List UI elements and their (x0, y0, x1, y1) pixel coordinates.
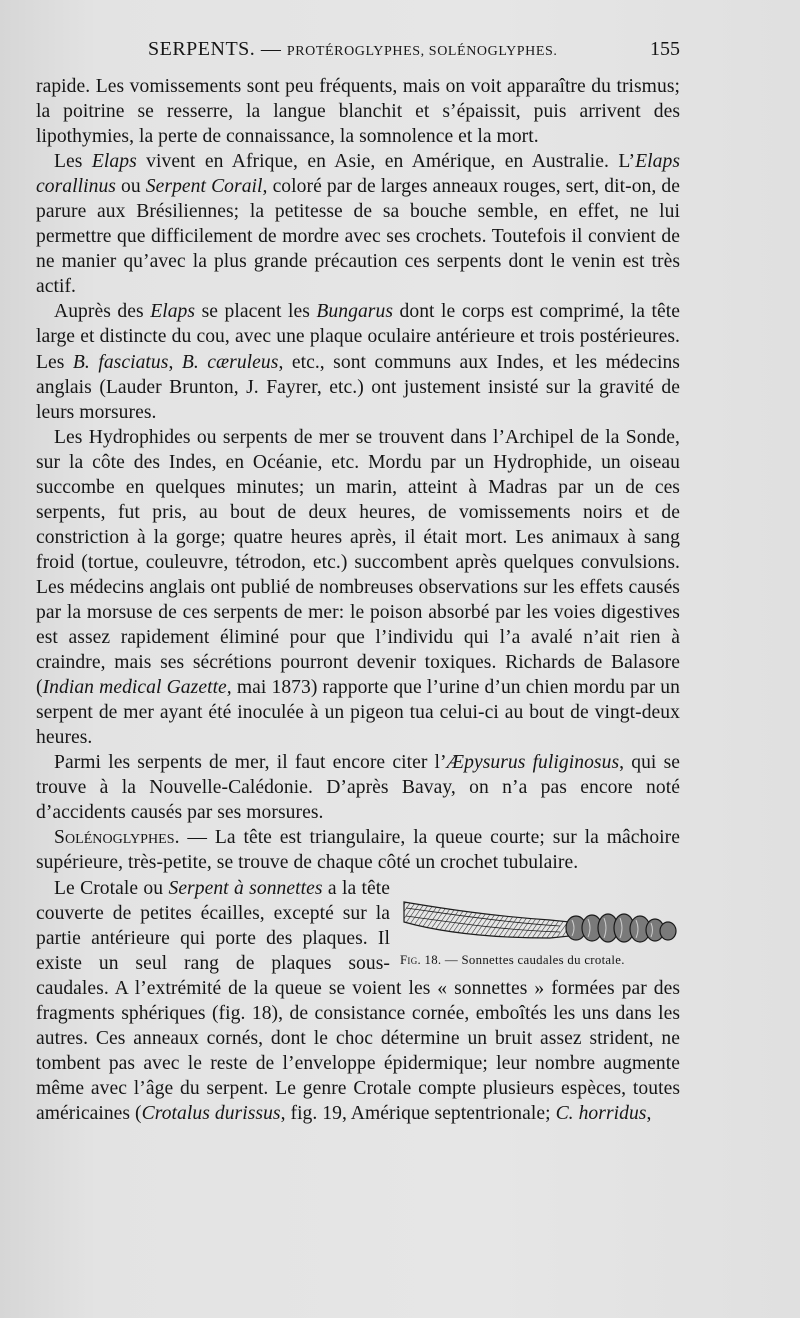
text-run: vivent en Afrique, en Asie, en Amérique, en Australie. L’ (136, 151, 636, 173)
text-run: Les Hydrophides ou serpents de mer se trouvent dans l’Archipel de la Sonde, sur la côte des Indes, en Océanie, etc. Mordu par un Hydrophide, un oiseau succombe en quelques minutes; un marin, atteint à Madras par un de ces serpents, fut pris, au bout de deux heures, de vomissements noirs et de constriction à la gorge; quatre heures après, il était mort. Les animaux à sang froid (tortue, couleuvre, tétrodon, etc.) succombent après quelques convulsions. Les médecins anglais ont publié de nombreuses observations sur les effets causés par la morsuse de ces serpents de mer: le poison absorbé par les voies digestives est assez rapidement éliminé pour que l’individu qui l’a avalé n’ait rien à craindre, mais ses sécrétions pourront devenir toxiques. Richards de Balasore ( (36, 426, 680, 699)
paragraph (36, 425, 680, 751)
text-run: Parmi les serpents de mer, il faut encore citer l’ (54, 752, 447, 774)
paragraph (36, 825, 680, 875)
running-head-dash: — (255, 38, 287, 60)
paragraph (36, 299, 680, 424)
text-run: Le Crotale ou (54, 877, 169, 899)
italic-text: C. horridus (555, 1102, 647, 1124)
paragraph (36, 876, 680, 1126)
body-text (36, 74, 680, 1126)
figure-label: Fig. 18. (400, 952, 442, 967)
text-run: mai 1873) rapporte que l’urine d’un chien mordu par un serpent de mer ayant été inoculée à un pigeon tua celui-ci au bout de vingt-deux heures. (36, 677, 680, 749)
text-run: Les (54, 151, 92, 173)
italic-text: B. fasciatus (72, 351, 169, 373)
text-run: , qui se trouve à la Nouvelle-Calédonie. D’après Bavay, on n’a pas encore noté d’accidents causés par ses morsures. (36, 752, 680, 824)
italic-text: Serpent Corail, (145, 176, 268, 198)
text-run: , (168, 351, 182, 373)
running-head-title (148, 38, 558, 61)
figure-caption-text: — Sonnettes caudales du crotale. (441, 952, 625, 967)
figure-18 (400, 896, 682, 968)
text-run: coloré par de larges anneaux rouges, sert, dit-on, de parure aux Brésiliennes; la petitesse de sa bouche semble, en effet, ne lui permettre que difficilement de mordre avec ses crochets. Toutefois il convient de ne manier qu’avec la plus grande précaution ces serpents dont le venin est très actif. (36, 176, 681, 298)
italic-text: Elaps (91, 151, 137, 173)
text-run: se placent les (195, 301, 317, 323)
italic-text: Serpent à sonnettes (168, 877, 323, 899)
text-run: a la tête couverte de petites écailles, excepté sur la partie antérieure qui porte des plaques. Il existe un seul rang de plaques sous-caudales. A l’extrémité de la queue se voient les « sonnettes » formées par des fragments sphériques (fig. 18), de consistance cornée, emboîtés les uns dans les autres. Ces anneaux cornés, dont le choc détermine un bruit assez strident, ne tombent pas avec le reste de l’enveloppe épidermique; leur nombre augmente même avec l’âge du serpent. Le genre Crotale compte plusieurs espèces, toutes américaines ( (36, 877, 680, 1124)
italic-text: Indian medical Gazette, (42, 677, 232, 699)
text-run: , (646, 1102, 652, 1124)
running-head (36, 38, 680, 68)
text-run: dont le corps est comprimé, la tête large et distincte du cou, avec une plaque oculaire antérieure et trois postérieures. Les (36, 301, 680, 373)
italic-text: Elaps (150, 301, 196, 323)
text-run: rapide. Les vomissements sont peu fréquents, mais on voit apparaître du trismus; la poitrine se resserre, la langue blanchit et s’épaissit, puis arrivent des lipothymies, la perte de connaissance, la somnolence et la mort. (36, 76, 680, 148)
italic-text: Bungarus (316, 301, 393, 323)
italic-text: Æpysurus fuliginosus (446, 752, 620, 774)
page-number: 155 (650, 38, 680, 60)
rattle-illustration (400, 896, 682, 948)
figure-caption (400, 952, 682, 968)
text-run: — La tête est triangulaire, la queue courte; sur la mâchoire supérieure, très-petite, se trouve de chaque côté un crochet tubulaire. (36, 827, 680, 874)
paragraph (36, 149, 680, 299)
running-head-main: SERPENTS. (148, 38, 256, 60)
section-label: Solénoglyphes. (54, 827, 180, 849)
text-run: , etc., sont communs aux Indes, et les médecins anglais (Lauder Brunton, J. Fayrer, etc.) ont justement insisté sur la gravité de leurs morsures. (36, 351, 680, 423)
italic-text: B. cæruleus (181, 351, 279, 373)
italic-text: Crotalus durissus (141, 1102, 281, 1124)
running-head-subtitle: PROTÉROGLYPHES, SOLÉNOGLYPHES. (286, 44, 558, 59)
paragraph (36, 74, 680, 149)
text-run: Auprès des (54, 301, 151, 323)
text-run: ou (115, 176, 146, 198)
italic-text: Elaps corallinus (36, 151, 681, 198)
paragraph (36, 750, 680, 825)
text-run: , fig. 19, Amérique septentrionale; (280, 1102, 556, 1124)
